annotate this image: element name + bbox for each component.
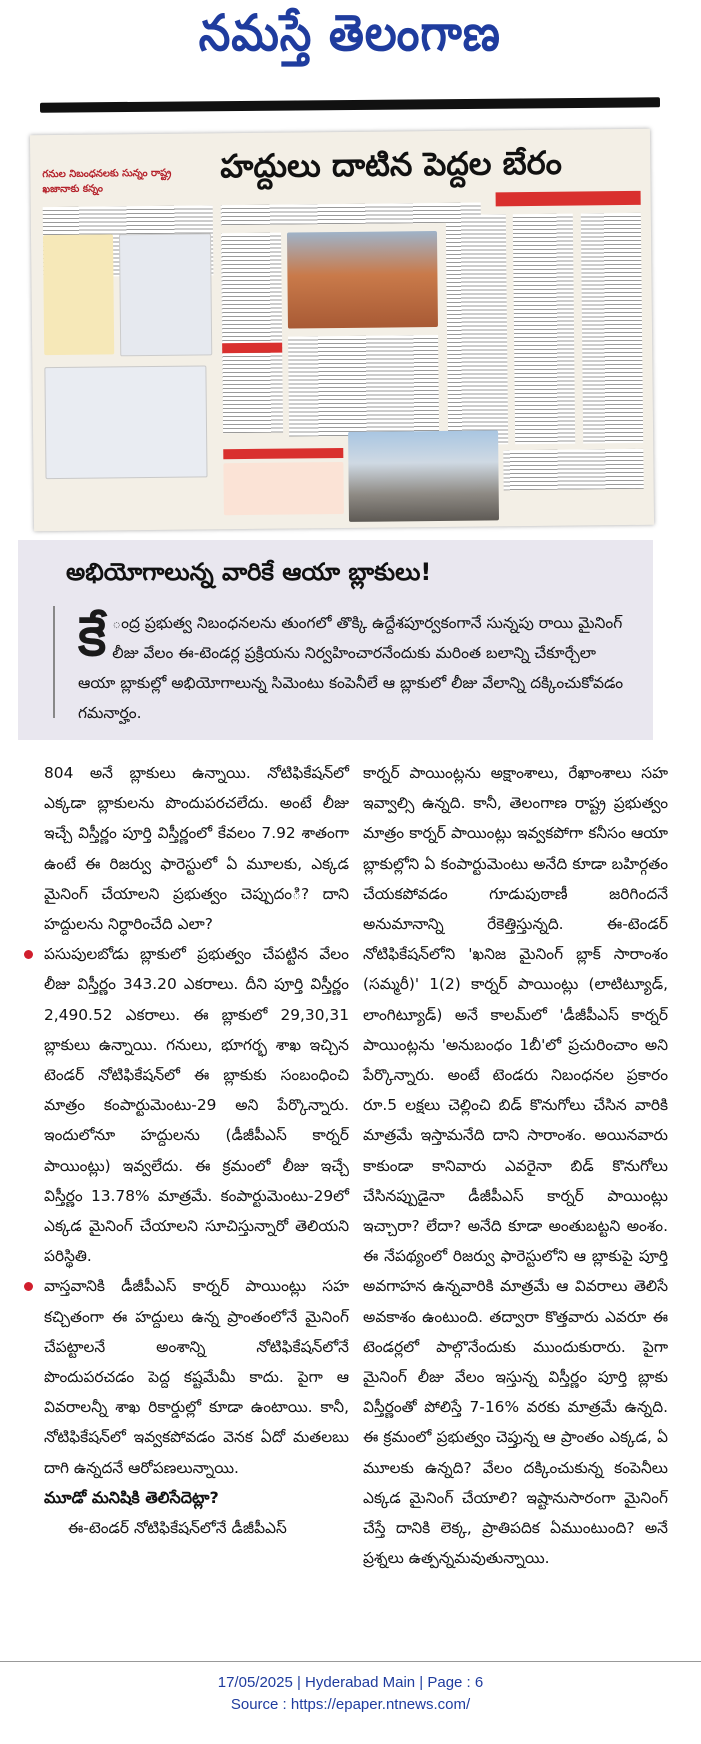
bullet-paragraph — [44, 939, 349, 1271]
highlight-body-text: ంద్ర ప్రభుత్వ నిబంధనలను తుంగలో తొక్కి ఉద్దేశపూర్వకంగానే సున్నపు రాయి మైనింగ్ లీజు వేలం ఈ-టెండర్ల ప్రక్రియను నిర్వహించారనేందుకు మరింత బలాన్ని చేకూర్చేలా ఆయా బ్లాకుల్లో అభియోగాలున్న సిమెంటు కంపెనీలే ఆ బ్లాకులో లీజు వేలాన్ని దక్కించుకోవడం గమనార్హం. — [78, 614, 624, 722]
highlight-box — [18, 540, 653, 740]
inset-text-column — [221, 203, 481, 226]
inset-text-column — [503, 449, 643, 490]
inset-document-image — [43, 234, 114, 355]
inset-crusher-photo — [348, 430, 499, 522]
inset-document-image — [119, 233, 212, 356]
paragraph: 804 అనే బ్లాకులు ఉన్నాయి. నోటిఫికేషన్‌లో ఎక్కడా బ్లాకులను పొందుపరచలేదు. అంటే లీజు ఇచ్చే విస్తీర్ణం పూర్తి విస్తీర్ణంలో కేవలం 7.92 శాతంగా ఉంటే ఈ రిజర్వు ఫారెస్టులో ఏ మూలకు, ఎక్కడ మైనింగ్ చేయాలని ప్రభుత్వం చెప్పుదంి? దాని హద్దులను నిర్ధారించేది ఎలా? — [44, 764, 349, 934]
inset-text-column — [446, 214, 508, 445]
subheading: మూడో మనిషికి తెలిసేదెట్లా? — [44, 1487, 219, 1507]
bullet-dot — [24, 950, 33, 959]
newspaper-clipping-image — [30, 129, 654, 531]
inset-redbar — [222, 343, 282, 354]
inset-infobox — [223, 462, 344, 515]
inset-text-column — [221, 233, 283, 434]
paragraph: వాస్తవానికి డీజీపీఎస్ కార్నర్ పాయింట్లు సహ కచ్చితంగా ఈ హద్దులు ఉన్న ప్రాంతంలోనే మైనింగ్ చేపట్టాలనే అంశాన్ని నోటిఫికేషన్‌లోనే పొందుపరచడం పెద్ద కష్టమేమీ కాదు. పైగా ఆ వివరాలన్నీ శాఖ రికార్డుల్లో కూడా ఉంటాయి. కానీ, నోటిఫికేషన్‌లో ఇవ్వకపోవడం వెనక ఏదో మతలబు దాగి ఉన్నదనే ఆరోపణలున్నాయి. — [44, 1277, 349, 1477]
footer-source: Source : https://epaper.ntnews.com/ — [230, 1696, 471, 1713]
drop-cap: కే — [78, 605, 107, 668]
inset-quarry-photo — [287, 231, 438, 329]
inset-text-column — [581, 213, 643, 444]
paragraph: పసుపులబోడు బ్లాకులో ప్రభుత్వం చేపట్టిన వేలం లీజు విస్తీర్ణం 343.20 ఎకరాలు. దీని పూర్తి విస్తీర్ణం 2,490.52 ఎకరాలు. ఈ బ్లాకులో 29,30,31 బ్లాకులు ఉన్నాయి. గనులు, భూగర్భ శాఖ ఇచ్చిన టెండర్ నోటిఫికేషన్‌లో ఈ బ్లాకుకు సంబంధించి మాత్రం కంపార్టుమెంటు-29 అని పేర్కొన్నారు. ఇందులోనూ హద్దులను (డీజీపీఎస్ కార్నర్ పాయింట్లు) ఇవ్వలేదు. ఈ క్రమంలో లీజు ఇచ్చే విస్తీర్ణం 13.78% మాత్రమే. కంపార్టుమెంటు-29లో ఎక్కడ మైనింగ్ చేయాలని సూచిస్తున్నారో తెలియని పరిస్థితి. — [44, 945, 349, 1266]
footer-divider — [0, 1661, 701, 1662]
inset-text-column — [288, 335, 439, 437]
inset-redbar-right — [496, 191, 641, 207]
highlight-rule — [53, 606, 55, 718]
footer-date-edition: 17/05/2025 | Hyderabad Main | Page : 6 — [217, 1674, 484, 1691]
inset-document-image — [44, 365, 207, 479]
paragraph: ఈ-టెండర్ నోటిఫికేషన్‌లోనే డీజీపీఎస్ — [68, 1519, 287, 1538]
paragraph: కార్నర్ పాయింట్లను అక్షాంశాలు, రేఖాంశాలు సహ ఇవ్వాల్సి ఉన్నది. కానీ, తెలంగాణ రాష్ట్ర ప్రభుత్వం మాత్రం కార్నర్ పాయింట్లు ఇవ్వకపోగా కనీసం ఆయా బ్లాకుల్లోని ఏ కంపార్టుమెంటు అనేది కూడా బహిర్గతం చేయకపోవడం గూడుపుఠాణీ జరిగిందనే అనుమానాన్ని రేకెత్తిస్తున్నది. ఈ-టెండర్ నోటిఫికేషన్‌లోని 'ఖనిజ మైనింగ్ బ్లాక్ సారాంశం (సమ్మరీ)' 1(2) కార్నర్ పాయింట్లు (లాటిట్యూడ్, లాంగిట్యూడ్) అనే కాలమ్‌లో 'డీజీపీఎస్ కార్నర్ పాయింట్లను 'అనుబంధం 1బీ'లో ప్రచురించాం అని పేర్కొన్నారు. అంటే టెండరు నిబంధనల ప్రకారం రూ.5 లక్షలు చెల్లించి బిడ్ కొనుగోలు చేసిన వారికి మాత్రమే ఇస్తామనేది దాని సారాంశం. అయినవారు కాకుండా కానివారు ఎవరైనా బిడ్ కొనుగోలు చేసినప్పుడైనా డీజీపీఎస్ కార్నర్ పాయింట్లు ఇచ్చారా? లేదా? అనేది కూడా అంతుబట్టని అంశం. ఈ నేపథ్యంలో రిజర్వు ఫారెస్టులోని ఆ బ్లాకుపై పూర్తి అవగాహన ఉన్నవారికి మాత్రమే ఆ వివరాలు తెలిసే అవకాశం ఉంటుంది. తద్వారా కొత్తవారు ఎవరూ ఈ టెండర్లలో పాల్గొనేందుకు ముందుకురారు. పైగా మైనింగ్ లీజు వేలం ఇస్తున్న విస్తీర్ణం పూర్తి బ్లాకు విస్తీర్ణంతో పోలిస్తే 7-16% వరకు మాత్రమే ఉన్నది. ఈ క్రమంలో ప్రభుత్వం చెప్తున్న ఆ ప్రాంతం ఎక్కడ, ఏ మూలకు ఉన్నది? వేలం దక్కించుకున్న కంపెనీలు ఎక్కడ మైనింగ్ చేయాలి? ఇష్టానుసారంగా మైనింగ్ చేస్తే దానికి లెక్క, ప్రాతిపదిక ఏముంటుంది? అనే ప్రశ్నలు ఉత్పన్నమవుతున్నాయి. — [363, 764, 668, 1568]
highlight-title: అభియోగాలున్న వారికే ఆయా బ్లాకులు! — [66, 558, 432, 586]
bullet-dot — [24, 1282, 33, 1291]
previous-page-edge — [40, 97, 660, 112]
bullet-paragraph — [44, 1271, 349, 1482]
inset-text-column — [513, 214, 575, 445]
highlight-body — [78, 605, 638, 728]
masthead-logo — [150, 4, 550, 74]
masthead-title: నమస్తే తెలంగాణ — [198, 3, 502, 62]
inset-headline: హద్దులు దాటిన పెద్దల బేరం — [220, 143, 563, 186]
article-column-left — [44, 758, 349, 1543]
inset-redbar — [223, 448, 343, 459]
inset-kicker: గనుల నిబంధనలకు సున్నం రాష్ట్ర ఖజానాకు కన్నం — [42, 167, 172, 196]
article-column-right — [363, 758, 668, 1573]
